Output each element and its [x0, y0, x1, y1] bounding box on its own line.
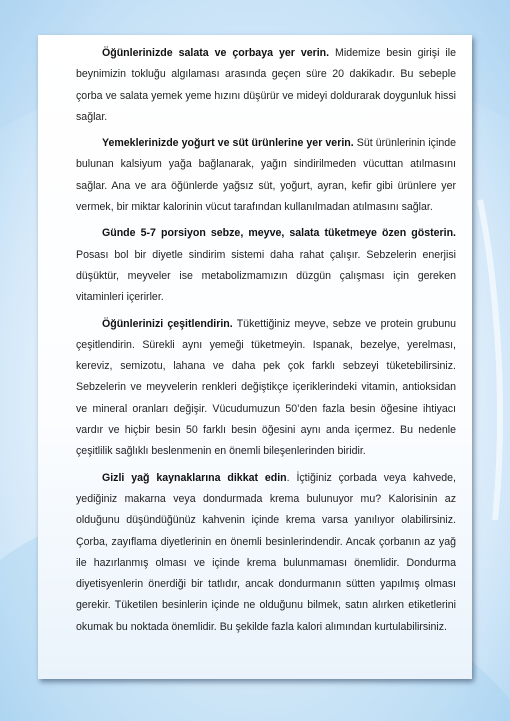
- paragraph-body: Posası bol bir diyetle sindirim sistemi daha rahat çalışır. Sebzelerin enerjisi düşüktür, meyveler ise metabolizmamızın düzgün çalışması için gereken vitaminleri içerirler.: [76, 248, 456, 304]
- paragraph-heading: Gizli yağ kaynaklarına dikkat edin: [102, 471, 287, 484]
- paragraph-salad-soup: [76, 43, 456, 128]
- paragraph-body: . İçtiğiniz çorbada veya kahvede, yediğiniz makarna veya dondurmada krema bulunuyor mu? Kalorisinin az olduğunu düşündüğünüz kahvenin içinde krema varsa yanılıyor olabilirsiniz. Çorba, zayıflama diyetlerinin en önemli besinlerindendir. Ancak çorbanın az yağ ile hazırlanmış olması ve içinde krema bulunmaması önemlidir. Dondurma diyetisyenlerin önerdiği bir tatlıdır, ancak dondurmanın sütten yapılmış olması gerekir. Tüketilen besinlerin içinde ne olduğunu bilmek, satın alırken etiketlerini okumak bu noktada önemlidir. Bu şekilde fazla kalori alımından kurtulabilirsiniz.: [76, 471, 456, 633]
- paragraph-body: Süt ürünlerinin içinde bulunan kalsiyum yağa bağlanarak, yağın sindirilmeden vücuttan atılmasını sağlar. Ana ve ara öğünlerde yağsız süt, yoğurt, ayran, kefir gibi ürünlere yer vermek, bir miktar kalorinin vücut tarafından kullanılmadan atılmasını sağlar.: [76, 137, 456, 214]
- paragraph-heading: Öğünlerinizde salata ve çorbaya yer verin.: [102, 47, 330, 59]
- paragraph-heading: Günde 5-7 porsiyon sebze, meyve, salata tüketmeye özen gösterin.: [102, 227, 456, 240]
- paragraph-yogurt-milk: [76, 133, 456, 218]
- paragraph-vegetables-fruits: [76, 223, 456, 308]
- document-page: [38, 35, 472, 679]
- paragraph-diversify-meals: [76, 314, 456, 463]
- paragraph-hidden-fat: [76, 468, 456, 638]
- paragraph-body: Midemize besin girişi ile beynimizin tokluğu algılaması arasında geçen süre 20 dakikadır. Bu sebeple çorba ve salata yemek yeme hızını düşürür ve mideyi doldurarak doygunluk hissi sağlar.: [76, 47, 456, 123]
- paragraph-heading: Öğünlerinizi çeşitlendirin.: [102, 317, 233, 330]
- paragraph-body: Tükettiğiniz meyve, sebze ve protein grubunu çeşitlendirin. Sürekli aynı yemeği tüketmeyin. Ispanak, bezelye, yerelması, kereviz, semizotu, lahana ve daha pek çok farklı sebzeyi tüketebilirsiniz. Sebzelerin ve meyvelerin renkleri değiştikçe içeriklerindeki vitamin, antioksidan ve mineral oranları değişir. Vücudumuzun 50’den fazla besin öğesine ihtiyacı vardır ve hiçbir besin 50 farklı besin öğesini aynı anda içermez. Bu nedenle çeşitlilik sağlıklı beslenmenin en önemli bileşenlerinden biridir.: [76, 317, 457, 458]
- paragraph-heading: Yemeklerinizde yoğurt ve süt ürünlerine yer verin.: [102, 137, 354, 150]
